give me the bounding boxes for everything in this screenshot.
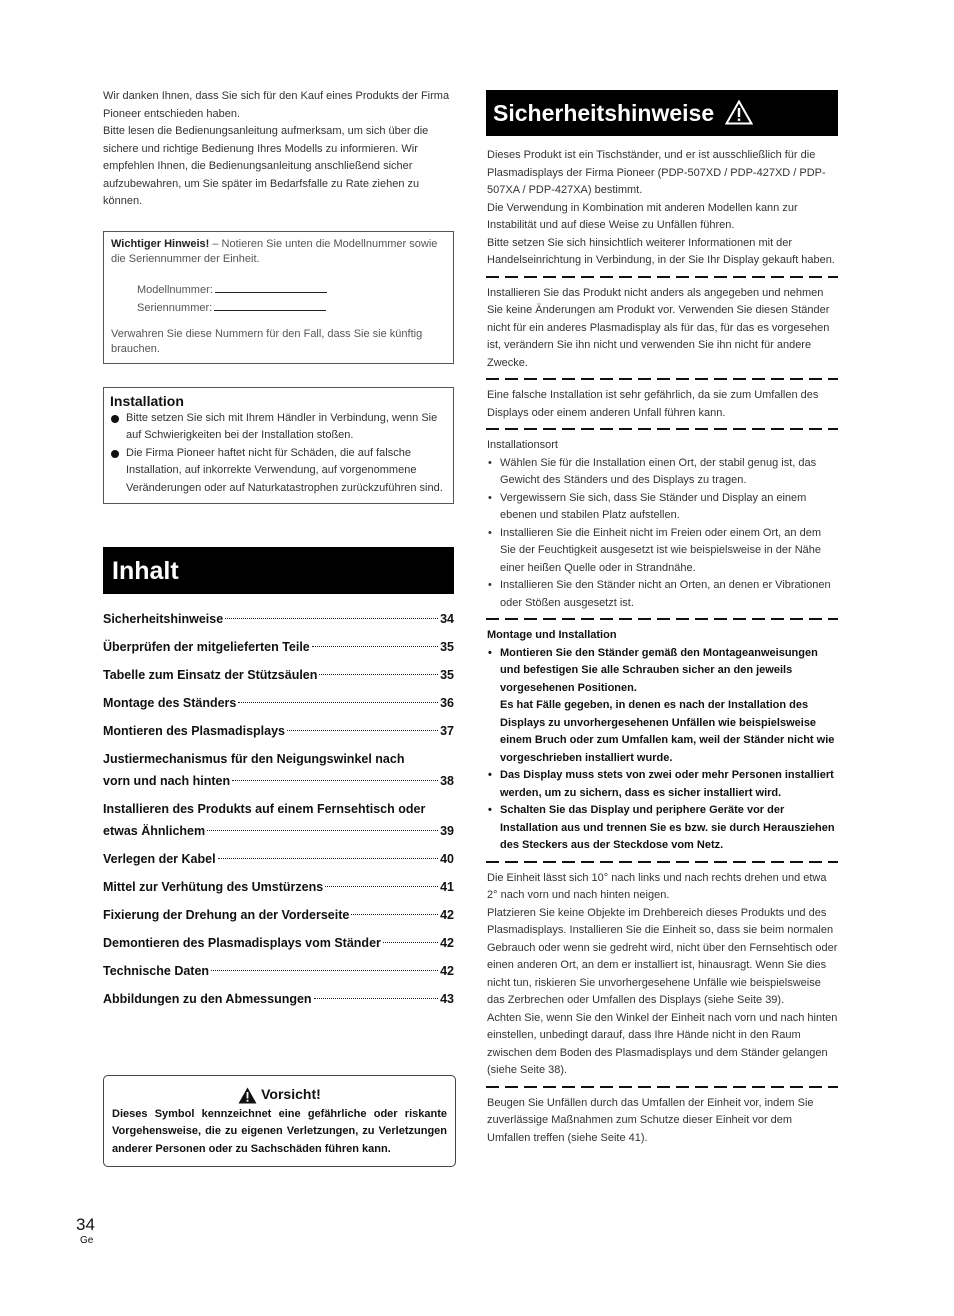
- safety-section-usage: Dieses Produkt ist ein Tischständer, und er ist ausschließlich für die Plasmadisplays der Firma Pioneer (PDP-507XD / PDP-427XD / PDP-507XA / PDP-427XA) bestimmt. Die Verwendung in Kombination mit anderen Modellen kann zur Instabilität und auf diese Weise zu Unfällen führen. Bitte setzen Sie sich hinsichtlich weiterer Informationen mit der Handelseinrichtung in Verbindung, in der Sie Ihr Display gekauft haben.: [487, 149, 835, 266]
- notice-title: Wichtiger Hinweis!: [111, 237, 210, 250]
- installation-item: Bitte setzen Sie sich mit Ihrem Händler in Verbindung, wenn Sie auf Schwierigkeiten bei der Installation stoßen.: [110, 410, 446, 445]
- notice-fields: [137, 281, 446, 317]
- toc-entry[interactable]: Abbildungen zu den Abmessungen 43: [103, 992, 454, 1006]
- language-code: Ge: [80, 1235, 94, 1246]
- caution-title: Vorsicht!: [261, 1086, 321, 1102]
- location-title: Installationsort: [487, 439, 558, 451]
- page-number: 34: [76, 1215, 95, 1234]
- location-item: • Installieren Sie die Einheit nicht im Freien oder einem Ort, an dem Sie der Feuchtigkeit ausgesetzt ist wie beispielsweise in der Nähe einer heißen Quelle oder in Strandnähe.: [487, 525, 838, 578]
- installation-title: Installation: [110, 392, 184, 409]
- mounting-item: • Montieren Sie den Ständer gemäß den Montageanweisungen und befestigen Sie alle Schrauben sicher an den jeweils vorgesehenen Positionen. Es hat Fälle gegeben, in denen es nach der Installation des Displays zu unvorhergesehenen Unfällen wie beispielsweise einem Bruch oder zum Umfallen kam, weil der Ständer nicht wie vorgeschrieben installiert wurde.: [487, 645, 838, 768]
- toc-entry[interactable]: Installieren des Produkts auf einem Fernsehtisch oder etwas Ähnlichem 39: [103, 802, 454, 838]
- serial-number-label: Seriennummer:: [137, 301, 213, 314]
- safety-section-mounting: [486, 620, 838, 861]
- toc-entry[interactable]: Justiermechanismus für den Neigungswinkel nach vorn und nach hinten 38: [103, 752, 454, 788]
- toc-entry[interactable]: Sicherheitshinweise 34: [103, 612, 454, 626]
- mounting-item: • Das Display muss stets von zwei oder mehr Personen installiert werden, um zu sichern, dass es sicher installiert wird.: [487, 767, 838, 802]
- right-column: [486, 90, 838, 1153]
- notice-footer: Verwahren Sie diese Nummern für den Fall, dass Sie sie künftig brauchen.: [111, 327, 423, 355]
- model-number-field[interactable]: [137, 281, 446, 299]
- toc-entry[interactable]: Demontieren des Plasmadisplays vom Ständer 42: [103, 936, 454, 950]
- table-of-contents: [103, 605, 454, 1013]
- caution-text: Dieses Symbol kennzeichnet eine gefährliche oder riskante Vorgehensweise, die zu eigenen Verletzungen, zu Verletzungen anderer Personen oder zu Sachschäden führen kann.: [112, 1107, 447, 1155]
- toc-heading: Inhalt: [103, 547, 454, 594]
- mounting-title: Montage und Installation: [487, 629, 617, 641]
- caution-box: [103, 1075, 456, 1167]
- intro-text: Wir danken Ihnen, dass Sie sich für den Kauf eines Produkts der Firma Pioneer entschieden haben. Bitte lesen die Bedienungsanleitung aufmerksam, um sich über die sichere und richtige Bedienung Ihres Modells zu informieren. Wir empfehlen Ihnen, die Bedienungsanleitung anschließend sicher aufzubewahren, um Sie später im Bedarfsfalle zu Rate ziehen zu können.: [103, 90, 450, 207]
- serial-number-field[interactable]: [137, 299, 446, 317]
- toc-entry[interactable]: Fixierung der Drehung an der Vorderseite 42: [103, 908, 454, 922]
- safety-section-rotation: Die Einheit lässt sich 10° nach links und nach rechts drehen und etwa 2° nach vorn und nach hinten neigen. Platzieren Sie keine Objekte im Drehbereich dieses Produkts und des Plasmadisplays. Installieren Sie die Einheit so, dass sie beim normalen Gebrauch oder wenn sie gedreht wird, nicht über den Fernsehtisch oder einen anderen Ort, an dem er installiert ist, hinausragt. Wenn Sie dies nicht tun, riskieren Sie unvorhergesehene Unfälle wie beispielsweise das Zerbrechen oder Umfallen des Displays (siehe Seite 39). Achten Sie, wenn Sie den Winkel der Einheit nach vorn und nach hinten einstellen, unbedingt darauf, dass Ihre Hände nicht in den Raum zwischen dem Boden des Plasmadisplays und dem Ständer gelangen (siehe Seite 38).: [487, 871, 838, 1076]
- safety-heading: Sicherheitshinweise: [486, 90, 838, 136]
- safety-section-modification: Installieren Sie das Produkt nicht anders als angegeben und nehmen Sie keine Änderungen am Produkt vor. Verwenden Sie diesen Ständer nicht für ein anderes Plasmadisplay als für das, für das es vorgesehen ist, verändern Sie ihn nicht und verwenden Sie ihn nicht für andere Zwecke.: [487, 286, 830, 369]
- location-item: • Wählen Sie für die Installation einen Ort, der stabil genug ist, das Gewicht des Ständers und des Displays zu tragen.: [487, 455, 838, 490]
- toc-entry[interactable]: Verlegen der Kabel 40: [103, 852, 454, 866]
- mounting-item: • Schalten Sie das Display und periphere Geräte vor der Installation aus und trennen Sie es bzw. sie durch Herausziehen des Steckers aus der Steckdose vom Netz.: [487, 802, 838, 855]
- model-number-label: Modellnummer:: [137, 283, 213, 296]
- location-item: • Installieren Sie den Ständer nicht an Orten, an denen er Vibrationen oder Stößen ausgesetzt ist.: [487, 577, 838, 612]
- toc-entry[interactable]: Technische Daten 42: [103, 964, 454, 978]
- toc-entry[interactable]: Überprüfen der mitgelieferten Teile 35: [103, 640, 454, 654]
- installation-box: [103, 387, 454, 505]
- installation-item: Die Firma Pioneer haftet nicht für Schäden, die auf falsche Installation, auf inkorrekte Verwendung, auf vorgenommene Veränderungen oder auf Naturkatastrophen zurückzuführen sind.: [110, 445, 446, 498]
- important-notice-box: [103, 231, 454, 364]
- notice-text: – Notieren Sie unten die Modellnummer sowie die Seriennummer der Einheit.: [111, 237, 438, 265]
- left-column: [103, 88, 454, 1013]
- toc-entry[interactable]: Mittel zur Verhütung des Umstürzens 41: [103, 880, 454, 894]
- warning-triangle-icon: [721, 100, 753, 126]
- toc-entry[interactable]: Montieren des Plasmadisplays 37: [103, 724, 454, 738]
- safety-section-tipover: Beugen Sie Unfällen durch das Umfallen der Einheit vor, indem Sie zuverlässige Maßnahmen zum Schutze dieser Einheit vor dem Umfallen treffen (siehe Seite 41).: [487, 1096, 814, 1144]
- safety-section-location: [486, 430, 838, 618]
- safety-section-danger: Eine falsche Installation ist sehr gefährlich, da sie zum Umfallen des Displays oder einem anderen Unfall führen kann.: [487, 389, 819, 419]
- warning-triangle-icon: [238, 1086, 257, 1102]
- toc-entry[interactable]: Tabelle zum Einsatz der Stützsäulen 35: [103, 668, 454, 682]
- toc-entry[interactable]: Montage des Ständers 36: [103, 696, 454, 710]
- location-item: • Vergewissern Sie sich, dass Sie Ständer und Display an einem ebenen und stabilen Platz aufstellen.: [487, 490, 838, 525]
